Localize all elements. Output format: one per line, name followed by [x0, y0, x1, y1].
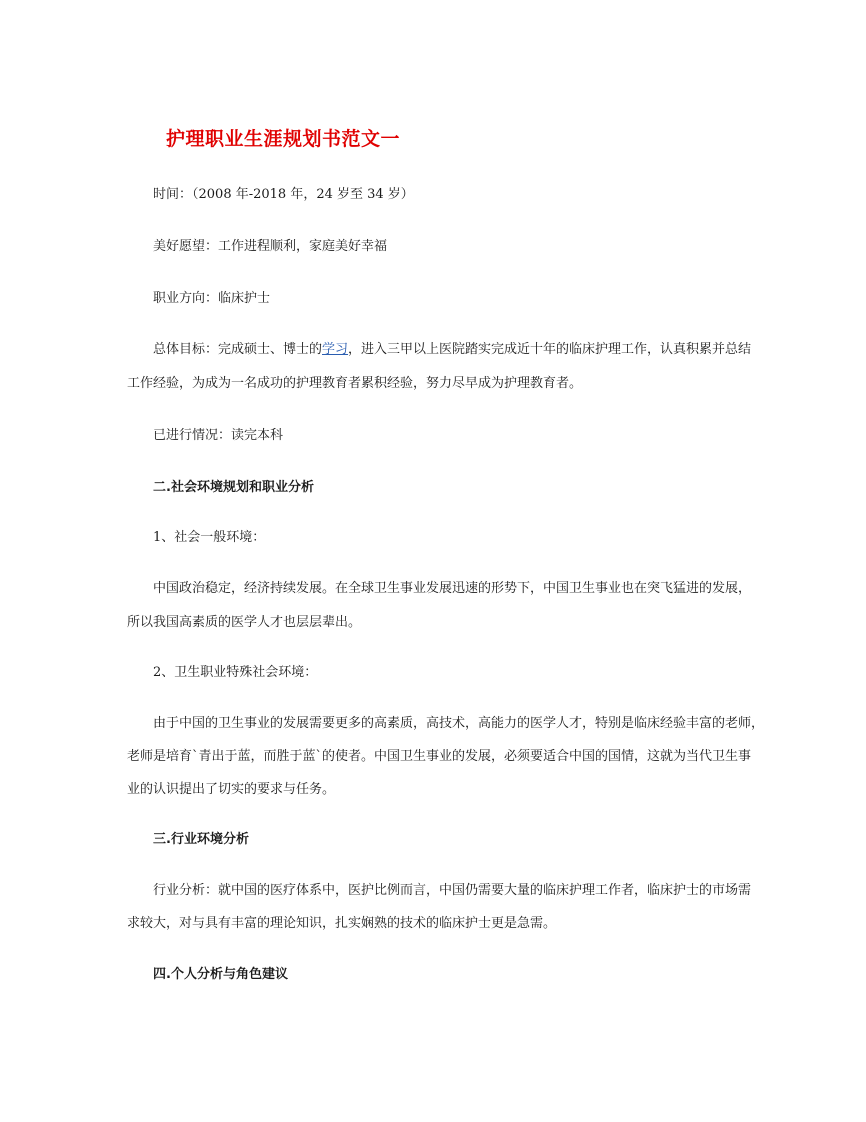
progress-line: 已进行情况：读完本科 [153, 428, 284, 443]
section3-para-line2: 求较大，对与具有丰富的理论知识，扎实娴熟的技术的临床护士更是急需。 [127, 916, 557, 931]
section2-sub2: 2、卫生职业特殊社会环境： [153, 665, 318, 680]
goal-prefix: 总体目标：完成硕士、博士的 [153, 342, 323, 357]
time-line: 时间：（2008 年-2018 年，24 岁至 34 岁） [153, 187, 414, 202]
section4-heading: 四.个人分析与角色建议 [153, 967, 288, 982]
section2-heading: 二.社会环境规划和职业分析 [153, 480, 314, 495]
direction-line: 职业方向：临床护士 [153, 291, 271, 306]
section3-para-line1: 行业分析：就中国的医疗体系中，医护比例而言，中国仍需要大量的临床护理工作者，临床护士的市场需 [153, 883, 752, 898]
section2-para2-line3: 业的认识提出了切实的要求与任务。 [127, 782, 336, 797]
section2-para1-line2: 所以我国高素质的医学人才也层层辈出。 [127, 615, 362, 630]
section2-sub1: 1、社会一般环境： [153, 530, 266, 545]
section2-para2-line2: 老师是培育`青出于蓝，而胜于蓝`的使者。中国卫生事业的发展，必须要适合中国的国情，这就为当代卫生事 [127, 749, 752, 764]
document-title: 护理职业生涯规划书范文一 [166, 128, 401, 150]
study-link[interactable]: 学习 [322, 342, 349, 357]
goal-suffix: ，进入三甲以上医院踏实完成近十年的临床护理工作，认真积累并总结 [348, 342, 752, 357]
goal-line-1 [153, 341, 751, 359]
wish-line: 美好愿望：工作进程顺利，家庭美好幸福 [153, 239, 388, 254]
section2-para2-line1: 由于中国的卫生事业的发展需要更多的高素质，高技术，高能力的医学人才，特别是临床经验丰富的老师， [153, 716, 765, 731]
section2-para1-line1: 中国政治稳定，经济持续发展。在全球卫生事业发展迅速的形势下，中国卫生事业也在突飞猛进的发展， [153, 581, 752, 596]
goal-line-2: 工作经验，为成为一名成功的护理教育者累积经验，努力尽早成为护理教育者。 [127, 376, 583, 391]
section3-heading: 三.行业环境分析 [153, 832, 249, 847]
